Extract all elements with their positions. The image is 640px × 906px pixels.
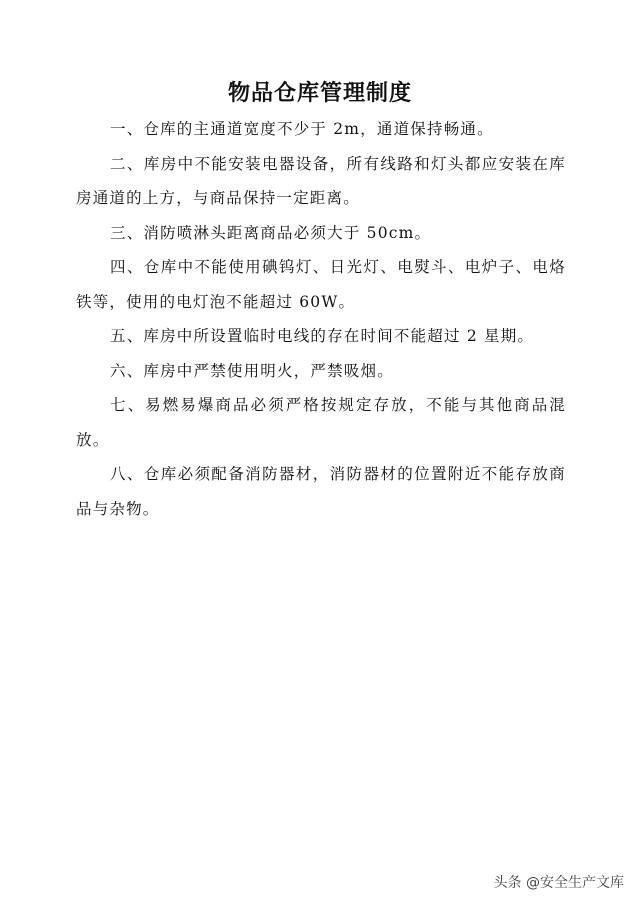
source-watermark: 头条 @安全生产文库 bbox=[493, 875, 624, 891]
paragraph-3: 三、消防喷淋头距离商品必须大于 50cm。 bbox=[110, 223, 432, 242]
paragraph-8: 八、仓库必须配备消防器材，消防器材的位置附近不能存放商品与杂物。 bbox=[76, 465, 566, 518]
paragraph-5: 五、库房中所设置临时电线的存在时间不能超过 2 星期。 bbox=[110, 327, 535, 345]
paragraph-1: 一、仓库的主通道宽度不少于 2m，通道保持畅通。 bbox=[110, 120, 494, 138]
paragraph-6: 六、库房中严禁使用明火，严禁吸烟。 bbox=[110, 361, 394, 380]
paragraph-4: 四、仓库中不能使用碘钨灯、日光灯、电熨斗、电炉子、电烙铁等，使用的电灯泡不能超过 60W。 bbox=[76, 258, 566, 311]
document-title: 物品仓库管理制度 bbox=[227, 81, 412, 106]
document-body bbox=[76, 112, 566, 526]
paragraph-7: 七、易燃易爆商品必须严格按规定存放，不能与其他商品混放。 bbox=[76, 396, 566, 449]
paragraph-2: 二、库房中不能安装电器设备，所有线路和灯头都应安装在库房通道的上方，与商品保持一定距离。 bbox=[76, 154, 566, 207]
